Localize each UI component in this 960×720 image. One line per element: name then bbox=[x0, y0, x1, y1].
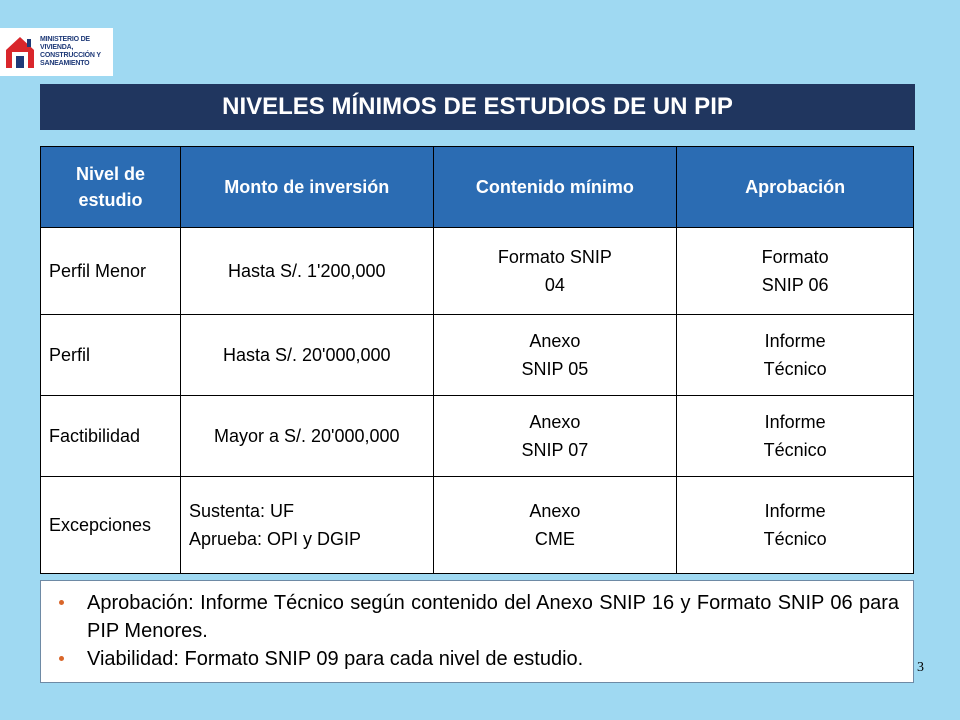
note-text: Aprobación: Informe Técnico según contenido del Anexo SNIP 16 y Formato SNIP 06 para PIP Menores. bbox=[87, 592, 899, 642]
table-row bbox=[41, 396, 914, 477]
cell-line: SNIP 07 bbox=[521, 440, 589, 460]
cell-line: Informe bbox=[764, 501, 826, 521]
cell-monto: Hasta S/. 1'200,000 bbox=[180, 228, 433, 315]
cell-line: Anexo bbox=[529, 331, 581, 351]
cell-line: 04 bbox=[544, 275, 565, 295]
cell-nivel: Excepciones bbox=[41, 477, 181, 574]
logo-line: SANEAMIENTO bbox=[40, 60, 90, 67]
cell-aprobacion bbox=[677, 315, 914, 396]
notes-list bbox=[59, 589, 899, 673]
cell-line: Técnico bbox=[763, 440, 827, 460]
logo-line: VIVIENDA, bbox=[40, 44, 74, 51]
column-header-nivel: Nivel de estudio bbox=[41, 147, 181, 228]
bullet-icon bbox=[59, 600, 64, 605]
bullet-icon bbox=[59, 656, 64, 661]
page-number: 3 bbox=[917, 660, 924, 675]
slide-title: NIVELES MÍNIMOS DE ESTUDIOS DE UN PIP bbox=[40, 84, 915, 130]
cell-monto: Mayor a S/. 20'000,000 bbox=[180, 396, 433, 477]
note-item bbox=[59, 589, 899, 645]
table-row bbox=[41, 315, 914, 396]
notes-box bbox=[40, 580, 914, 683]
cell-line: Aprueba: OPI y DGIP bbox=[188, 529, 362, 549]
note-text: Viabilidad: Formato SNIP 09 para cada nivel de estudio. bbox=[87, 648, 584, 670]
cell-nivel: Perfil bbox=[41, 315, 181, 396]
cell-line: Sustenta: UF bbox=[188, 501, 294, 521]
study-levels-table bbox=[40, 146, 914, 574]
cell-contenido bbox=[433, 477, 677, 574]
logo-line: MINISTERIO DE bbox=[40, 36, 90, 43]
column-header-monto: Monto de inversión bbox=[180, 147, 433, 228]
cell-aprobacion bbox=[677, 396, 914, 477]
ministry-logo bbox=[0, 28, 113, 76]
cell-line: Anexo bbox=[529, 412, 581, 432]
cell-line: SNIP 06 bbox=[761, 275, 829, 295]
cell-line: SNIP 05 bbox=[521, 359, 589, 379]
cell-line: CME bbox=[534, 529, 575, 549]
column-header-aprobacion: Aprobación bbox=[677, 147, 914, 228]
table-row bbox=[41, 228, 914, 315]
cell-monto: Hasta S/. 20'000,000 bbox=[180, 315, 433, 396]
column-header-contenido: Contenido mínimo bbox=[433, 147, 677, 228]
cell-nivel: Perfil Menor bbox=[41, 228, 181, 315]
cell-line: Técnico bbox=[763, 529, 827, 549]
cell-monto bbox=[180, 477, 433, 574]
cell-line: Formato SNIP bbox=[497, 247, 612, 267]
logo-text bbox=[40, 36, 101, 68]
cell-contenido bbox=[433, 228, 677, 315]
cell-line: Técnico bbox=[763, 359, 827, 379]
cell-contenido bbox=[433, 315, 677, 396]
cell-line: Anexo bbox=[529, 501, 581, 521]
cell-aprobacion bbox=[677, 477, 914, 574]
cell-line: Formato bbox=[761, 247, 829, 267]
note-item bbox=[59, 645, 899, 673]
ministry-house-icon bbox=[3, 32, 37, 72]
cell-aprobacion bbox=[677, 228, 914, 315]
logo-line: CONSTRUCCIÓN Y bbox=[40, 52, 101, 59]
cell-contenido bbox=[433, 396, 677, 477]
table-header-row bbox=[41, 147, 914, 228]
table-row bbox=[41, 477, 914, 574]
cell-nivel: Factibilidad bbox=[41, 396, 181, 477]
cell-line: Informe bbox=[764, 412, 826, 432]
cell-line: Informe bbox=[764, 331, 826, 351]
